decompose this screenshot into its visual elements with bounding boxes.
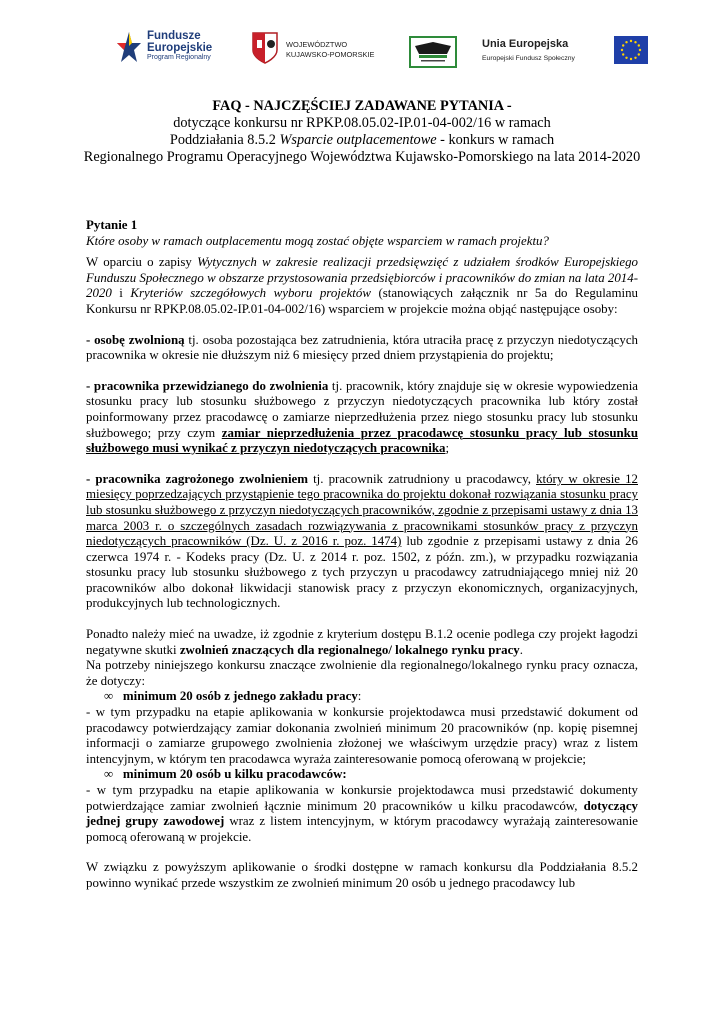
kujawsko-pomorskie-logo — [252, 32, 392, 66]
intro-b: Wytycznych w zakresie realizacji przedsięwzięć z udziałem środków Europejskiego Funduszu Społecznego w obszarze przystosowania przedsiębiorców i pracowników do zmian na lata 2014-2020 — [86, 255, 638, 301]
title-line-3a: Poddziałania 8.5.2 — [169, 132, 280, 148]
bullet-icon: ∞ — [104, 767, 114, 782]
p2-text: tj. pracownik, który znajduje się w okresie wypowiedzenia stosunku pracy lub stosunku służbowego z przyczyn niedotyczących pracownika lub który został poinformowany przez pracodawcę o zamiarze nieprzedłużenia przez niego stosunku pracy lub stosunku służbowego; przy czym — [86, 378, 639, 440]
title-line-1: FAQ - NAJCZĘŚCIEJ ZADAWANE PYTANIA - — [212, 98, 512, 114]
kp-line-1: WOJEWÓDZTWO — [286, 40, 348, 49]
p1-text: tj. osoba pozostająca bez zatrudnienia, która utraciła pracę z przyczyn niedotyczących pracownika w okresie nie dłuższym niż 6 miesięcy przed dniem przystąpienia do projektu; — [86, 332, 638, 363]
fe-star-icon — [117, 30, 141, 68]
p3-underlined: który w okresie 12 miesięcy poprzedzających przystąpienie tego pracownika do projektu dokonał rozwiązania stosunku pracy lub stosunku służbowego z przyczyn niedotyczących pracowników, zgodnie z przepisami ustawy z dnia 13 marca 2003 r. o szczególnych zasadach rozwiązywania z pracownikami stosunków pracy z przyczyn niedotyczących pracowników (Dz. U. z 2016 r. poz. 1474) — [86, 471, 638, 549]
p3-bold: - pracownika zagrożonego zwolnieniem — [86, 471, 308, 486]
title-line-3 — [70, 132, 654, 149]
ue-title: Unia Europejska — [482, 38, 569, 50]
project-partner-logo — [409, 36, 457, 68]
paragraph-pracownik-przewidziany — [86, 379, 638, 457]
intro-d: Kryteriów szczegółowych wyboru projektów — [130, 286, 371, 301]
b2-text-a: - w tym przypadku na etapie aplikowania w konkursie projektodawca musi przedstawić dokumenty potwierdzające zamiar zwolnień łącznie minimum 20 pracowników u kilku pracodawców, — [86, 783, 638, 813]
question-label: Pytanie 1 — [86, 218, 138, 232]
intro-e: (stanowiących załącznik nr 5a do Regulaminu Konkursu nr RPKP.08.05.02-IP.01-04-002/16) wsparciem w projekcie można objąć następujące osoby: — [86, 286, 639, 316]
p3-text: tj. pracownik zatrudniony u pracodawcy, — [308, 471, 537, 486]
b2-bold-2: dotyczący jednej grupy zawodowej — [86, 798, 638, 829]
paragraph-kryterium — [86, 627, 638, 658]
fe-title-2: Europejskie — [147, 42, 213, 54]
fundusze-europejskie-logo — [117, 30, 257, 70]
p2-bold: - pracownika przewidzianego do zwolnienia — [86, 378, 329, 393]
bullet-kilku-pracodawcow — [86, 767, 638, 783]
intro-a: W oparciu o zapisy — [86, 255, 198, 270]
paragraph-definicja: Na potrzeby niniejszego konkursu znaczące zwolnienie dla regionalnego/lokalnego rynku pracy oznacza, że dotyczy: — [86, 658, 638, 688]
paragraph-osoba-zwolniona — [86, 333, 638, 364]
b1-end: : — [357, 689, 362, 704]
logo-bar — [0, 0, 724, 80]
title-line-4: Regionalnego Programu Operacyjnego Województwa Kujawsko-Pomorskiego na lata 2014-2020 — [83, 149, 641, 165]
title-line-3b: Wsparcie outplacementowe — [279, 132, 437, 148]
p1-bold: - osobę zwolnioną — [86, 332, 185, 347]
eu-flag-icon — [614, 36, 648, 64]
partner-emblem-icon — [411, 38, 455, 66]
intro-paragraph — [86, 255, 638, 317]
kp-line-2: KUJAWSKO-POMORSKIE — [286, 50, 375, 59]
p4-text: Ponadto należy mieć na uwadze, iż zgodnie z kryterium dostępu B.1.2 ocenie podlega czy projekt łagodzi negatywne skutki — [86, 627, 638, 657]
b2-text-b: wraz z listem intencyjnym, w którym pracodawcy wyrażają zainteresowanie pomocą oferowaną w projekcie. — [86, 814, 638, 844]
bullet-jeden-zaklad — [86, 689, 638, 705]
paragraph-podsumowanie: W związku z powyższym aplikowanie o środki dostępne w ramach konkursu dla Poddziałania 8.5.2 powinno wynikać przede wszystkim ze zwolnień minimum 20 osób u jednego pracodawcy lub — [86, 860, 638, 890]
title-line-3c: - konkurs w ramach — [436, 132, 555, 148]
document-body — [86, 218, 638, 892]
bullet-2-text — [86, 783, 638, 845]
document-title — [70, 98, 654, 166]
bullet-1-text: - w tym przypadku na etapie aplikowania w konkursie projektodawca musi przedstawić dokument od pracodawcy potwierdzający zamiar dokonania zwolnień minimum 20 pracowników (np. kopię pisemnej informacji o zamiarze grupowego zwolnienia złożonej we właściwym urzędzie pracy) wraz z listem intencyjnym, w którym ten pracodawca wyraża zainteresowanie pomocą oferowaną w projekcie; — [86, 705, 638, 766]
p3-rest: lub zgodnie z przepisami ustawy z dnia 26 czerwca 1974 r. - Kodeks pracy (Dz. U. z 2014 r. poz. 1502, z późn. zm.), w przypadku rozwiązania stosunku pracy lub stosunku służbowego z tych przyczyn u pracodawcy zatrudniającego mniej niż 20 pracowników albo dokonał likwidacji stanowisk pracy z przyczyn ekonomicznych, organizacyjnych, produkcyjnych lub technologicznych. — [86, 534, 638, 611]
title-line-2: dotyczące konkursu nr RPKP.08.05.02-IP.01-04-002/16 w ramach — [173, 115, 551, 131]
fe-subtitle: Program Regionalny — [147, 54, 211, 61]
p2-bold-underlined: zamiar nieprzedłużenia przez pracodawcę stosunku pracy lub stosunku służbowego musi wynikać z przyczyn niedotyczących pracownika — [86, 425, 638, 456]
coat-of-arms-icon — [252, 32, 278, 64]
intro-c: i — [111, 286, 131, 301]
bullet-icon: ∞ — [104, 689, 114, 704]
paragraph-pracownik-zagrozony — [86, 472, 638, 612]
question-text: Które osoby w ramach outplacementu mogą zostać objęte wsparciem w ramach projektu? — [86, 233, 549, 248]
fe-title-1: Fundusze — [147, 30, 201, 42]
unia-europejska-logo — [482, 30, 652, 70]
b1-bold: minimum 20 osób z jednego zakładu pracy — [122, 689, 358, 704]
ue-subtitle: Europejski Fundusz Społeczny — [482, 55, 575, 62]
p2-end: ; — [445, 441, 450, 456]
p4-end: . — [519, 642, 523, 657]
b2-bold: minimum 20 osób u kilku pracodawców: — [122, 767, 347, 782]
p4-bold: zwolnień znaczących dla regionalnego/ lokalnego rynku pracy — [179, 642, 520, 657]
